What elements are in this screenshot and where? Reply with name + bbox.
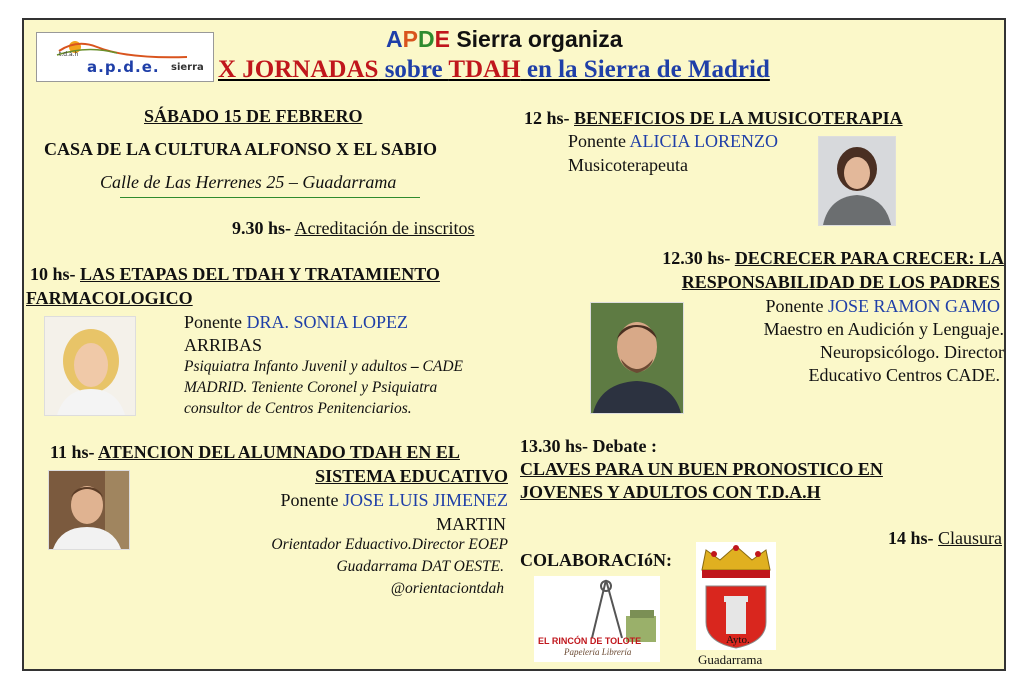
accreditation: [232, 218, 474, 239]
subtitle-sobre: sobre: [378, 56, 449, 83]
session-1-desc-3: consultor de Centros Penitenciarios.: [184, 400, 412, 417]
header-title: [386, 26, 623, 53]
session-3-role: Musicoterapeuta: [568, 155, 688, 175]
subtitle-x-jornadas: X JORNADAS: [218, 56, 379, 83]
session-4-time: 12.30 hs-: [662, 248, 731, 268]
closing-text: Clausura: [938, 528, 1002, 548]
session-1-desc-2: MADRID. Teniente Coronel y Psiquiatra: [184, 379, 438, 396]
session-4-title-line-1: [662, 248, 1004, 269]
session-1-title-line-2: FARMACOLOGICO: [26, 288, 193, 308]
session-4-speaker-name: JOSE RAMON GAMO: [827, 296, 1000, 316]
session-1-desc-1: [184, 358, 463, 376]
session-2-title-1: ATENCION DEL ALUMNADO TDAH EN EL: [98, 442, 460, 462]
session-4-title-line-2: RESPONSABILIDAD DE LOS PADRES: [681, 272, 1000, 292]
accreditation-text: Acreditación de inscritos: [294, 218, 475, 238]
session-1-speaker-name-1: DRA. SONIA LOPEZ: [246, 312, 409, 332]
header-subtitle: [218, 56, 770, 84]
session-2-speaker-name-2: MARTIN: [436, 514, 506, 534]
title-rest: Sierra organiza: [449, 26, 623, 52]
session-1-title-1: LAS ETAPAS DEL TDAH Y TRATAMIENTO: [80, 264, 440, 284]
session-4-desc-3: Educativo Centros CADE.: [808, 365, 1000, 385]
speaker-photo-alicia-lorenzo: [818, 136, 896, 226]
speaker-photo-alicia-svg: [819, 137, 895, 225]
event-venue: CASA DE LA CULTURA ALFONSO X EL SABIO: [44, 139, 437, 159]
session-1-desc-1a: Psiquiatra Infanto Juvenil y adultos: [184, 358, 408, 375]
apde-logo: [36, 32, 214, 82]
speaker-photo-jose-ramon-gamo: [590, 302, 684, 414]
session-1-desc-1b: CADE: [422, 358, 463, 375]
session-1-time: 10 hs-: [30, 264, 76, 284]
subtitle-rest: en la Sierra de Madrid: [520, 56, 770, 83]
session-5-title-2: JOVENES Y ADULTOS CON T.D.A.H: [520, 482, 821, 502]
session-2-time: 11 hs-: [50, 442, 95, 462]
session-2-title-line-1: [50, 442, 460, 463]
session-4-title-1: DECRECER PARA CRECER: LA: [734, 248, 1004, 268]
session-4-desc-2: Neuropsicólogo. Director: [820, 342, 1004, 362]
ayto-label: Ayto.: [726, 634, 750, 646]
title-letter-p: P: [402, 26, 418, 52]
session-1-speaker-line-1: [184, 312, 408, 333]
speaker-photo-sonia-svg: [45, 317, 135, 415]
session-1-ponente-label: Ponente: [184, 312, 242, 332]
session-3-speaker: [568, 131, 778, 152]
logo-sub-text: sierra: [171, 62, 204, 73]
session-2-ponente-label: Ponente: [280, 490, 339, 510]
session-4-ponente-label: Ponente: [765, 296, 824, 316]
session-1-speaker-name-2: ARRIBAS: [184, 335, 263, 355]
speaker-photo-jose-ramon-svg: [591, 303, 683, 413]
title-letter-e: E: [434, 26, 450, 52]
event-poster: [22, 18, 1006, 671]
session-2-title-line-2: SISTEMA EDUCATIVO: [315, 466, 508, 486]
session-4-desc-1: Maestro en Audición y Lenguaje.: [763, 319, 1004, 339]
session-2-desc-1: Orientador Eduactivo.Director EOEP: [271, 536, 508, 553]
collaboration-label: COLABORACIóN:: [520, 550, 673, 570]
session-2-speaker-name-1: JOSE LUIS JIMENEZ: [343, 490, 508, 510]
speaker-photo-sonia-lopez: [44, 316, 136, 416]
session-3-speaker-name: ALICIA LORENZO: [629, 131, 778, 151]
session-1-title-line-1: [30, 264, 440, 285]
logo-text: a.p.d.e.: [87, 58, 160, 76]
guadarrama-coat-of-arms: [696, 542, 776, 650]
speaker-photo-jose-luis-svg: [49, 471, 129, 549]
rincon-tolote-logo: [534, 576, 660, 662]
address-divider: [120, 197, 420, 198]
session-3-title: [524, 108, 903, 129]
event-address: Calle de Las Herrenes 25 – Guadarrama: [100, 172, 397, 192]
subtitle-tdah: TDAH: [448, 56, 521, 83]
guadarrama-label: Guadarrama: [698, 652, 763, 667]
session-2-desc-2: Guadarrama DAT OESTE.: [336, 558, 504, 575]
logo-tiny-text: t.d.a.h: [59, 51, 79, 58]
rincon-name: EL RINCÓN DE TOLOTE: [538, 636, 642, 646]
session-2-desc-3: @orientaciontdah: [390, 580, 504, 597]
session-5-time: 13.30 hs- Debate :: [520, 436, 657, 456]
session-2-speaker-line-1: [281, 490, 509, 511]
session-3-time: 12 hs-: [524, 108, 570, 128]
session-3-title-text: BENEFICIOS DE LA MUSICOTERAPIA: [574, 108, 903, 128]
title-letter-a: A: [386, 26, 403, 52]
session-4-speaker: [765, 296, 1000, 317]
closing: [888, 528, 1002, 549]
event-date: SÁBADO 15 DE FEBRERO: [144, 106, 363, 126]
session-1-desc-dash: –: [407, 358, 423, 375]
rincon-sub: Papelería Librería: [564, 647, 632, 657]
title-letter-d: D: [417, 26, 435, 52]
accreditation-time: 9.30 hs-: [232, 218, 292, 238]
session-5-title-1: CLAVES PARA UN BUEN PRONOSTICO EN: [520, 459, 883, 479]
closing-time: 14 hs-: [888, 528, 934, 548]
speaker-photo-jose-luis-jimenez: [48, 470, 130, 550]
session-3-ponente-label: Ponente: [568, 131, 626, 151]
